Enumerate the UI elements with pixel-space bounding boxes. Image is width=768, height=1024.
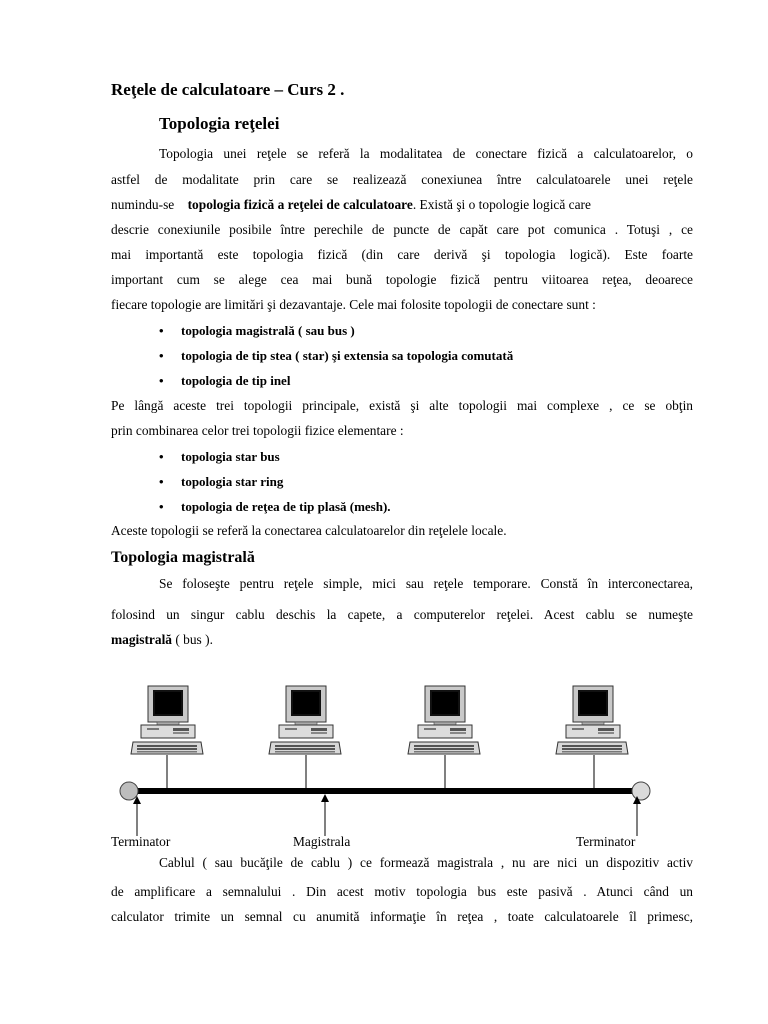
text-line: folosind un singur cablu deschis la capete, a computerelor reţelei. Acest cablu se numeşte — [111, 607, 693, 622]
bullet-icon: • — [159, 373, 164, 388]
computer-icon — [269, 686, 341, 754]
text-fragment: ( bus ). — [172, 632, 213, 647]
text-line: astfel de modalitate prin care se realizează conexiunea între calculatoarele unei reţele — [111, 172, 693, 187]
text-line: de amplificare a semnalului . Din acest motiv topologia bus este pasivă . Atunci când un — [111, 884, 693, 899]
paragraph-line — [111, 855, 693, 871]
bullet-icon: • — [159, 348, 164, 363]
text-line: calculator trimite un semnal cu anumită informaţie în reţea , toate calculatoarele îl primesc, — [111, 909, 693, 924]
text-line: Cablul ( sau bucăţile de cablu ) ce formează magistrala , nu are nici un dispozitiv activ — [159, 855, 693, 870]
terminator-left — [120, 782, 138, 800]
text-line: Pe lângă aceste trei topologii principale, există şi alte topologii mai complexe , ce se obţin — [111, 398, 693, 413]
text-line: Aceste topologii se referă la conectarea calculatoarelor din reţelele locale. — [111, 523, 507, 538]
list-item-text: topologia de tip inel — [181, 373, 291, 388]
label-terminator-right: Terminator — [576, 834, 636, 849]
text-line: Topologia unei reţele se referă la modalitatea de conectare fizică a calculatoarelor, o — [159, 146, 693, 161]
list-item-text: topologia star ring — [181, 474, 284, 489]
list-item-text: topologia de reţea de tip plasă (mesh). — [181, 499, 391, 514]
terminator-right — [632, 782, 650, 800]
text-line: Se foloseşte pentru reţele simple, mici sau reţele temporare. Constă în interconectarea, — [159, 576, 693, 591]
text-line: mai importantă este topologia fizică (din care derivă şi topologia logică). Este foarte — [111, 247, 693, 262]
text-fragment: numindu-se — [111, 197, 175, 212]
bullet-icon: • — [159, 323, 164, 338]
paragraph-line — [111, 884, 693, 900]
text-line: descrie conexiunile posibile între perechile de puncte de capăt care pot comunica . Totuşi , ce — [111, 222, 693, 237]
text-fragment: . Există şi o topologie logică care — [412, 197, 591, 212]
text-line: important cum se alege cea mai bună topologie fizică pentru viitoarea reţea, deoarece — [111, 272, 693, 287]
label-bus: Magistrala — [293, 834, 351, 849]
bullet-icon: • — [159, 474, 164, 489]
list-item-text: topologia star bus — [181, 449, 280, 464]
document-title: Reţele de calculatoare – Curs 2 . — [111, 80, 345, 99]
section-title-bus-topology: Topologia magistrală — [111, 549, 255, 566]
computer-icon — [556, 686, 628, 754]
section-title-topology: Topologia reţelei — [159, 114, 280, 133]
computer-icon — [408, 686, 480, 754]
bullet-icon: • — [159, 499, 164, 514]
label-terminator-left: Terminator — [111, 834, 171, 849]
list-item-text: topologia magistrală ( sau bus ) — [181, 323, 355, 338]
bullet-icon: • — [159, 449, 164, 464]
bold-term-physical-topology: topologia fizică a reţelei de calculatoare — [187, 197, 413, 212]
bold-term-bus: magistrală — [111, 632, 172, 647]
computer-icon — [131, 686, 203, 754]
paragraph-line — [111, 909, 693, 925]
text-line: prin combinarea celor trei topologii fizice elementare : — [111, 423, 404, 438]
list-item-text: topologia de tip stea ( star) şi extensia sa topologia comutată — [181, 348, 514, 363]
text-line: fiecare topologie are limitări şi dezavantaje. Cele mai folosite topologii de conectare sunt : — [111, 297, 596, 312]
